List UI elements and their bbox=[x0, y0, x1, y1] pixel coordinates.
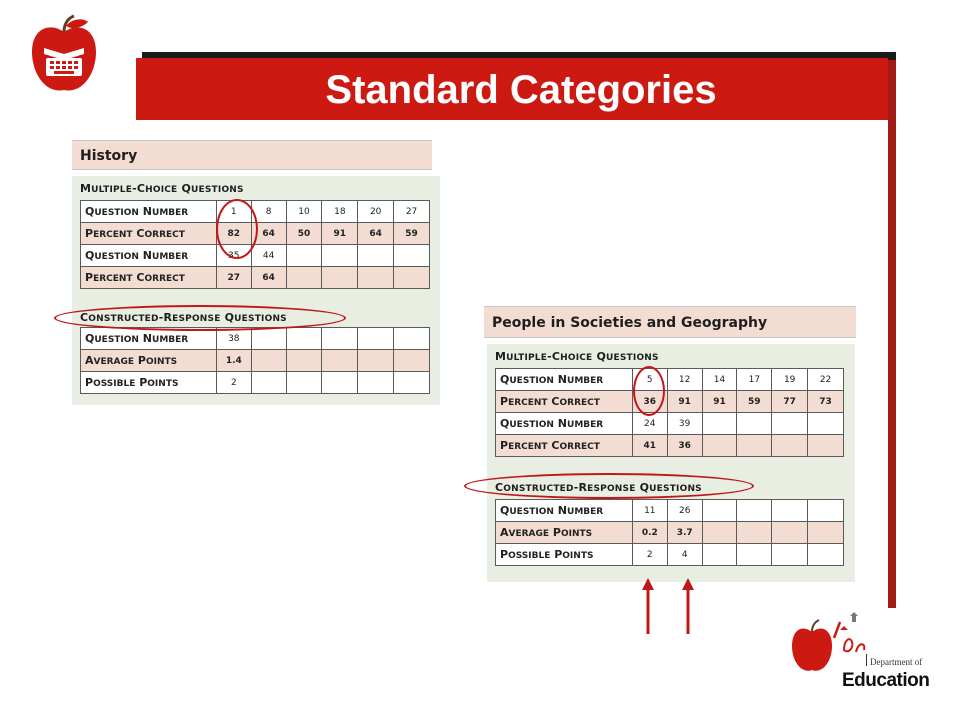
table-cell: 59 bbox=[394, 223, 430, 245]
table-cell: 22 bbox=[808, 369, 844, 391]
people-header bbox=[484, 306, 856, 338]
table-cell bbox=[702, 522, 737, 544]
table-cell bbox=[286, 372, 322, 394]
table-row bbox=[496, 413, 844, 435]
table-cell: 3.7 bbox=[667, 522, 702, 544]
table-cell: 44 bbox=[251, 245, 286, 267]
table-cell: 5 bbox=[632, 369, 667, 391]
people-panel bbox=[484, 306, 856, 582]
table-cell bbox=[394, 267, 430, 289]
table-cell bbox=[772, 522, 808, 544]
table-cell: 12 bbox=[667, 369, 702, 391]
table-cell bbox=[702, 500, 737, 522]
table-cell: 20 bbox=[358, 201, 394, 223]
history-header bbox=[72, 140, 432, 170]
question-number-label: QUESTION NUMBER bbox=[496, 413, 633, 435]
question-number-label: QUESTION NUMBER bbox=[496, 369, 633, 391]
title-banner bbox=[136, 58, 888, 120]
table-cell bbox=[322, 328, 358, 350]
table-cell bbox=[322, 372, 358, 394]
question-number-label: QUESTION NUMBER bbox=[81, 245, 217, 267]
table-cell bbox=[286, 245, 322, 267]
table-cell: 36 bbox=[667, 435, 702, 457]
table-cell: 2 bbox=[632, 544, 667, 566]
table-cell: 2 bbox=[216, 372, 251, 394]
table-cell: 91 bbox=[322, 223, 358, 245]
people-mc-table bbox=[495, 368, 844, 457]
table-cell: 1 bbox=[216, 201, 251, 223]
highlight-ring-history-cr bbox=[54, 305, 346, 331]
table-cell bbox=[322, 245, 358, 267]
table-row bbox=[496, 544, 844, 566]
table-cell bbox=[286, 328, 322, 350]
table-cell: 64 bbox=[251, 267, 286, 289]
table-cell: 1.4 bbox=[216, 350, 251, 372]
arrow-up-icon bbox=[641, 578, 655, 634]
people-cr-section-label: CONSTRUCTED-RESPONSE QUESTIONS bbox=[495, 481, 702, 494]
question-number-label: QUESTION NUMBER bbox=[496, 500, 633, 522]
table-cell: 35 bbox=[216, 245, 251, 267]
table-cell bbox=[394, 328, 430, 350]
table-cell bbox=[808, 522, 844, 544]
table-cell bbox=[737, 435, 772, 457]
arrow-up-icon bbox=[681, 578, 695, 634]
table-row bbox=[81, 328, 430, 350]
table-cell: 18 bbox=[322, 201, 358, 223]
average-points-label: AVERAGE POINTS bbox=[81, 350, 217, 372]
table-cell: 26 bbox=[667, 500, 702, 522]
table-cell bbox=[358, 267, 394, 289]
history-cr-section-label: CONSTRUCTED-RESPONSE QUESTIONS bbox=[80, 311, 287, 324]
table-cell: 41 bbox=[632, 435, 667, 457]
table-cell: 11 bbox=[632, 500, 667, 522]
table-cell: 59 bbox=[737, 391, 772, 413]
table-cell bbox=[322, 267, 358, 289]
history-body bbox=[72, 176, 440, 405]
dept-label: Department of bbox=[870, 657, 923, 667]
slide-title: Standard Categories bbox=[325, 68, 717, 112]
table-cell: 38 bbox=[216, 328, 251, 350]
history-panel bbox=[72, 140, 440, 405]
apple-book-icon bbox=[28, 14, 100, 96]
question-number-label: QUESTION NUMBER bbox=[81, 201, 217, 223]
table-cell: 77 bbox=[772, 391, 808, 413]
table-cell: 39 bbox=[667, 413, 702, 435]
table-cell bbox=[251, 372, 286, 394]
table-cell bbox=[702, 544, 737, 566]
highlight-ring-people-cr bbox=[464, 473, 754, 499]
table-cell bbox=[808, 544, 844, 566]
education-label: Education bbox=[842, 670, 930, 691]
table-cell bbox=[394, 372, 430, 394]
possible-points-label: POSSIBLE POINTS bbox=[496, 544, 633, 566]
percent-correct-label: PERCENT CORRECT bbox=[81, 267, 217, 289]
table-cell: 50 bbox=[286, 223, 322, 245]
table-cell bbox=[358, 245, 394, 267]
history-title: History bbox=[80, 148, 138, 164]
table-cell bbox=[286, 267, 322, 289]
table-cell bbox=[808, 435, 844, 457]
percent-correct-label: PERCENT CORRECT bbox=[496, 435, 633, 457]
table-cell bbox=[702, 435, 737, 457]
percent-correct-label: PERCENT CORRECT bbox=[81, 223, 217, 245]
table-cell: 8 bbox=[251, 201, 286, 223]
table-cell bbox=[702, 413, 737, 435]
average-points-label: AVERAGE POINTS bbox=[496, 522, 633, 544]
ohio-education-logo bbox=[790, 612, 942, 692]
table-row bbox=[81, 372, 430, 394]
banner-right-border bbox=[888, 60, 896, 608]
table-cell bbox=[737, 413, 772, 435]
table-cell: 17 bbox=[737, 369, 772, 391]
table-row bbox=[496, 500, 844, 522]
table-row bbox=[496, 522, 844, 544]
table-cell: 27 bbox=[216, 267, 251, 289]
table-cell: 24 bbox=[632, 413, 667, 435]
table-cell: 91 bbox=[667, 391, 702, 413]
table-cell bbox=[251, 350, 286, 372]
table-cell bbox=[394, 350, 430, 372]
table-cell: 0.2 bbox=[632, 522, 667, 544]
table-cell bbox=[358, 350, 394, 372]
table-cell bbox=[358, 372, 394, 394]
question-number-label: QUESTION NUMBER bbox=[81, 328, 217, 350]
table-row bbox=[81, 267, 430, 289]
history-mc-section-label: MULTIPLE-CHOICE QUESTIONS bbox=[80, 182, 244, 195]
table-cell: 27 bbox=[394, 201, 430, 223]
table-row bbox=[496, 435, 844, 457]
table-row bbox=[81, 245, 430, 267]
table-cell bbox=[737, 544, 772, 566]
table-cell bbox=[808, 413, 844, 435]
table-row bbox=[81, 350, 430, 372]
table-row bbox=[496, 369, 844, 391]
table-cell bbox=[322, 350, 358, 372]
table-cell bbox=[251, 328, 286, 350]
people-mc-section-label: MULTIPLE-CHOICE QUESTIONS bbox=[495, 350, 659, 363]
percent-correct-label: PERCENT CORRECT bbox=[496, 391, 633, 413]
table-cell: 73 bbox=[808, 391, 844, 413]
table-cell: 64 bbox=[358, 223, 394, 245]
table-cell: 64 bbox=[251, 223, 286, 245]
possible-points-label: POSSIBLE POINTS bbox=[81, 372, 217, 394]
table-cell bbox=[772, 435, 808, 457]
table-cell: 10 bbox=[286, 201, 322, 223]
history-cr-table bbox=[80, 327, 430, 394]
table-cell bbox=[737, 522, 772, 544]
table-cell: 91 bbox=[702, 391, 737, 413]
highlight-ring-history-q1 bbox=[216, 199, 258, 259]
table-cell: 82 bbox=[216, 223, 251, 245]
table-cell bbox=[772, 500, 808, 522]
people-cr-table bbox=[495, 499, 844, 566]
table-cell: 36 bbox=[632, 391, 667, 413]
table-cell bbox=[737, 500, 772, 522]
table-cell bbox=[358, 328, 394, 350]
table-cell bbox=[394, 245, 430, 267]
table-cell: 19 bbox=[772, 369, 808, 391]
table-cell bbox=[808, 500, 844, 522]
highlight-ring-people-q5 bbox=[633, 366, 665, 416]
people-title: People in Societies and Geography bbox=[492, 315, 768, 331]
table-cell: 4 bbox=[667, 544, 702, 566]
table-cell: 14 bbox=[702, 369, 737, 391]
table-row bbox=[496, 391, 844, 413]
people-body bbox=[487, 344, 855, 582]
table-cell bbox=[772, 413, 808, 435]
table-cell bbox=[772, 544, 808, 566]
table-cell bbox=[286, 350, 322, 372]
